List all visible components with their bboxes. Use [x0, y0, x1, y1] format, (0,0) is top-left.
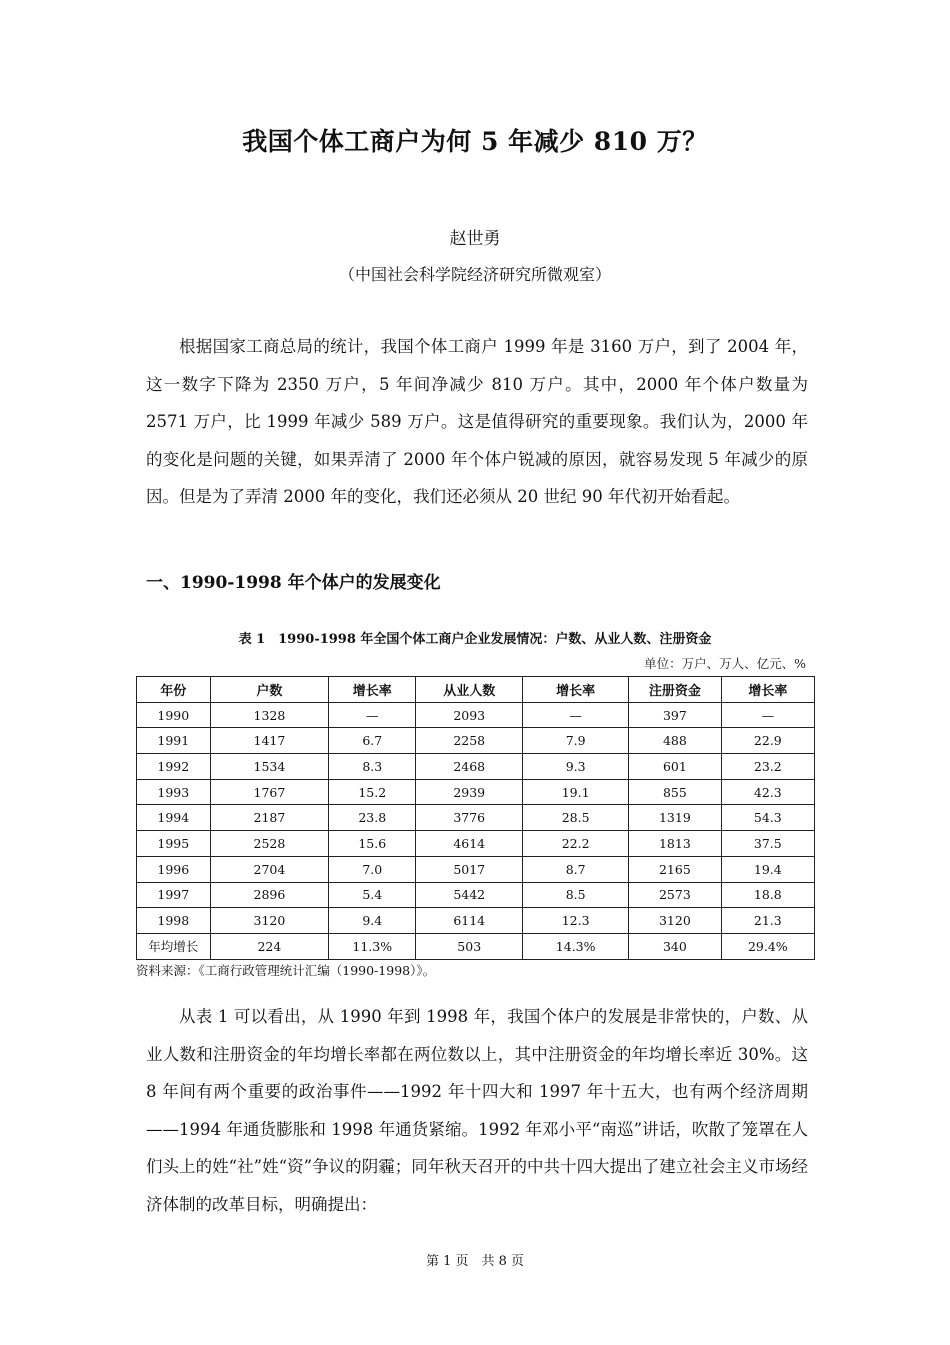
- data-table: [136, 676, 815, 960]
- table-cell: 年均增长: [137, 933, 211, 959]
- table-row: [137, 908, 815, 934]
- table-row: [137, 805, 815, 831]
- table-cell: 6114: [416, 908, 523, 934]
- table-row: [137, 831, 815, 857]
- table-cell: 1813: [629, 831, 722, 857]
- table-cell: 1998: [137, 908, 211, 934]
- table-header-row: [137, 677, 815, 703]
- table-row: [137, 728, 815, 754]
- table-cell: 2573: [629, 882, 722, 908]
- table-cell: 1996: [137, 856, 211, 882]
- table-cell: 2468: [416, 754, 523, 780]
- table-cell: 22.9: [721, 728, 814, 754]
- table-cell: 7.0: [329, 856, 416, 882]
- table-source-note: 资料来源：《工商行政管理统计汇编（1990-1998）》。: [136, 963, 436, 978]
- table-cell: 7.9: [523, 728, 629, 754]
- column-header: 年份: [137, 677, 211, 703]
- table-cell: —: [721, 702, 814, 728]
- table-cell: 15.6: [329, 831, 416, 857]
- table-cell: 3120: [210, 908, 329, 934]
- table-row: [137, 779, 815, 805]
- table-row: [137, 702, 815, 728]
- table-cell: 9.3: [523, 754, 629, 780]
- author-affiliation: （中国社会科学院经济研究所微观室）: [338, 265, 611, 284]
- table-cell: 1997: [137, 882, 211, 908]
- column-header: 注册资金: [629, 677, 722, 703]
- table-cell: 397: [629, 702, 722, 728]
- table-cell: 21.3: [721, 908, 814, 934]
- table-cell: 22.2: [523, 831, 629, 857]
- table-cell: 224: [210, 933, 329, 959]
- table-cell: —: [329, 702, 416, 728]
- paragraph-analysis-text: 从表 1 可以看出，从 1990 年到 1998 年，我国个体户的发展是非常快的，户数、从业人数和注册资金的年均增长率都在两位数以上，其中注册资金的年均增长率近 30%。这 8 年间有两个重要的政治事件——1992 年十四大和 1997 年十五大，也有两个经济周期——1994 年通货膨胀和 1998 年通货紧缩。1992 年邓小平“南巡”讲话，吹散了笼罩在人们头上的姓“社”姓“资”争议的阴霾；同年秋天召开的中共十四大提出了建立社会主义市场经济体制的改革目标，明确提出：: [146, 1007, 808, 1214]
- table-cell: 1992: [137, 754, 211, 780]
- table-cell: 601: [629, 754, 722, 780]
- table-row: [137, 933, 815, 959]
- table-cell: 8.7: [523, 856, 629, 882]
- table-cell: 28.5: [523, 805, 629, 831]
- table-cell: 12.3: [523, 908, 629, 934]
- table-cell: 5.4: [329, 882, 416, 908]
- table-cell: 19.1: [523, 779, 629, 805]
- table-cell: 340: [629, 933, 722, 959]
- table-cell: 1990: [137, 702, 211, 728]
- table-cell: 23.2: [721, 754, 814, 780]
- table-cell: 2528: [210, 831, 329, 857]
- table-caption: 表 1 1990-1998 年全国个体工商户企业发展情况：户数、从业人数、注册资金: [238, 632, 712, 647]
- author-name: 赵世勇: [449, 229, 501, 249]
- table-cell: 11.3%: [329, 933, 416, 959]
- table-cell: 23.8: [329, 805, 416, 831]
- table-cell: 4614: [416, 831, 523, 857]
- table-cell: 1417: [210, 728, 329, 754]
- table-cell: 1993: [137, 779, 211, 805]
- table-row: [137, 754, 815, 780]
- table-row: [137, 856, 815, 882]
- column-header: 增长率: [329, 677, 416, 703]
- table-cell: 2093: [416, 702, 523, 728]
- document-title: 我国个体工商户为何 5 年减少 810 万？: [242, 127, 708, 156]
- column-header: 从业人数: [416, 677, 523, 703]
- table-cell: 8.3: [329, 754, 416, 780]
- table-cell: 14.3%: [523, 933, 629, 959]
- table-cell: 2187: [210, 805, 329, 831]
- table-cell: 5017: [416, 856, 523, 882]
- table-cell: 8.5: [523, 882, 629, 908]
- paragraph-analysis: [146, 998, 808, 1223]
- table-cell: 3776: [416, 805, 523, 831]
- table-cell: 1991: [137, 728, 211, 754]
- table-cell: 54.3: [721, 805, 814, 831]
- table-cell: 6.7: [329, 728, 416, 754]
- table-cell: 15.2: [329, 779, 416, 805]
- table-cell: 1328: [210, 702, 329, 728]
- table-cell: 18.8: [721, 882, 814, 908]
- table-cell: —: [523, 702, 629, 728]
- table-cell: 488: [629, 728, 722, 754]
- section-heading-1: 一、1990-1998 年个体户的发展变化: [146, 573, 441, 593]
- table-cell: 37.5: [721, 831, 814, 857]
- table-cell: 855: [629, 779, 722, 805]
- table-cell: 2896: [210, 882, 329, 908]
- column-header: 增长率: [721, 677, 814, 703]
- paragraph-intro: [146, 328, 808, 516]
- table-cell: 1994: [137, 805, 211, 831]
- page-footer: 第 1 页 共 8 页: [425, 1254, 525, 1269]
- table-cell: 1995: [137, 831, 211, 857]
- table-cell: 3120: [629, 908, 722, 934]
- table-cell: 1534: [210, 754, 329, 780]
- table-cell: 503: [416, 933, 523, 959]
- table-body: [137, 702, 815, 959]
- paragraph-intro-text: 根据国家工商总局的统计，我国个体工商户 1999 年是 3160 万户，到了 2004 年，这一数字下降为 2350 万户，5 年间净减少 810 万户。其中，2000 年个体户数量为 2571 万户，比 1999 年减少 589 万户。这是值得研究的重要现象。我们认为，2000 年的变化是问题的关键，如果弄清了 2000 年个体户锐减的原因，就容易发现 5 年减少的原因。但是为了弄清 2000 年的变化，我们还必须从 20 世纪 90 年代初开始看起。: [146, 337, 808, 506]
- column-header: 户数: [210, 677, 329, 703]
- table-cell: 2939: [416, 779, 523, 805]
- table-unit-note: 单位：万户、万人、亿元、%: [644, 656, 806, 671]
- table-cell: 9.4: [329, 908, 416, 934]
- table-row: [137, 882, 815, 908]
- table-cell: 2258: [416, 728, 523, 754]
- table-cell: 19.4: [721, 856, 814, 882]
- column-header: 增长率: [523, 677, 629, 703]
- table-cell: 1319: [629, 805, 722, 831]
- table-cell: 2704: [210, 856, 329, 882]
- table-cell: 1767: [210, 779, 329, 805]
- table-cell: 42.3: [721, 779, 814, 805]
- table-cell: 29.4%: [721, 933, 814, 959]
- table-cell: 5442: [416, 882, 523, 908]
- table-cell: 2165: [629, 856, 722, 882]
